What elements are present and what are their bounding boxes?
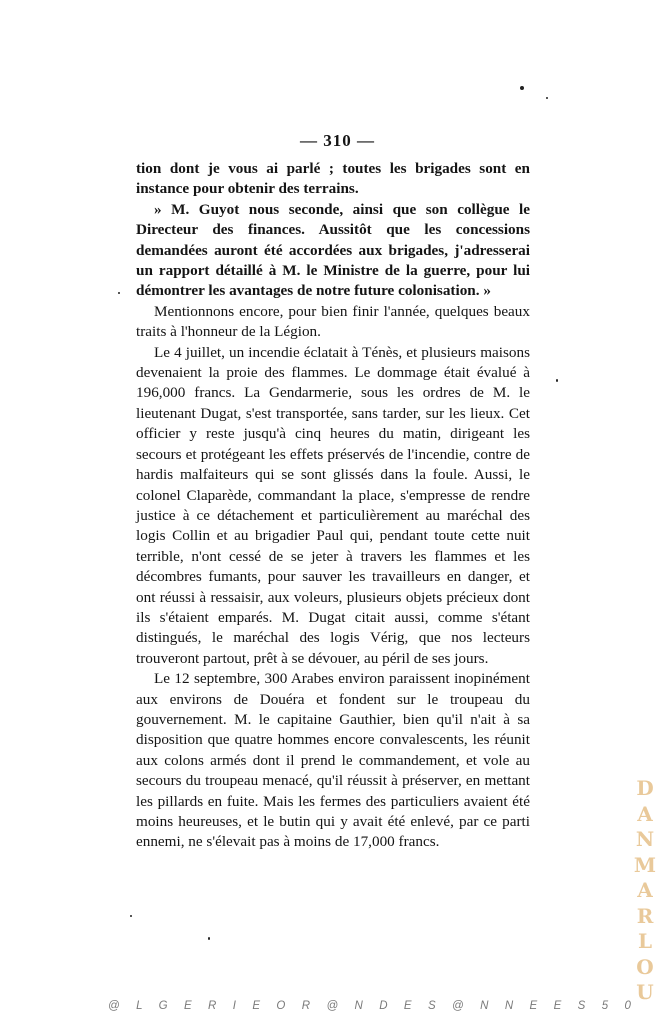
paragraph-quote-guyot: » M. Guyot nous seconde, ainsi que son collègue le Directeur des finances. Aussitôt que les concessions demandées auront été accordées aux brigades, j'adresserai un rapport détaillé à M. le Ministre de la guerre, pour lui démontrer les avantages de notre future colonisation. » (136, 200, 530, 300)
paragraph-incendie-tenes: Le 4 juillet, un incendie éclatait à Ténès, et plusieurs maisons devenaient la proie des flammes. Le dommage était évalué à 196,000 francs. La Gendarmerie, sous les ordres de M. le lieutenant Dugat, s'est transportée, sans tarder, sur les lieux. Cet officier y reste jusqu'à cinq heures du matin, dirigeant les secours et protégeant les effets préservés de l'incendie, contre de hardis malfaiteurs qui se sont glissés dans la foule. Aussi, le colonel Claparède, commandant la place, s'empresse de rendre justice à ce détachement et particulièrement au maréchal des logis Collin et au brigadier Paul qui, pendant toute cette nuit terrible, n'ont cessé de se jeter à travers les flammes et les décombres fumants, pour sauver les travailleurs en danger, et ont réussi à ressaisir, aux voleurs, plusieurs objets précieux dont ils s'étaient emparés. M. Dugat citait aussi, comme s'étant distingués, le maréchal des logis Vérig, que nos lecteurs trouveront partout, prêt à se dévouer, au péril de ses jours. (136, 343, 530, 667)
watermark-letter: U (636, 980, 654, 1004)
scan-speck (208, 937, 210, 940)
watermark-letter: N (635, 827, 655, 851)
watermark-letter: D (636, 776, 654, 800)
danmarlou-watermark (632, 776, 657, 1006)
scan-speck (520, 86, 524, 90)
scan-speck (556, 379, 558, 382)
watermark-letter: R (636, 903, 654, 928)
watermark-letter: A (637, 878, 653, 902)
watermark-letter: A (637, 801, 653, 826)
body-text (136, 159, 530, 853)
scan-speck (130, 915, 132, 917)
footer-collection-title: @ L G E R I E O R @ N D E S @ N N E E S 5 0 (108, 1000, 638, 1012)
watermark-letter: O (636, 954, 654, 979)
watermark-letter: M (633, 852, 657, 877)
paragraph-arabes-douera: Le 12 septembre, 300 Arabes environ paraissent inopinément aux environs de Douéra et fondent sur le troupeau du gouvernement. M. le capitaine Gauthier, bien qu'il n'ait à sa disposition que quatre hommes encore convalescents, les réunit aux colons armés dont il prend le commandement, et vole au secours du troupeau menacé, qu'il réussit à préserver, en mettant les pillards en fuite. Mais les fermes des particuliers avaient été moins heureuses, et le butin qui y avait été enlevé, par ce parti ennemi, ne s'élevait pas à moins de 17,000 francs. (136, 670, 530, 851)
paragraph-continuation: tion dont je vous ai parlé ; toutes les brigades sont en instance pour obtenir des terrains. (136, 160, 530, 198)
page-number: — 310 — (300, 131, 375, 150)
scan-speck (546, 97, 548, 99)
paragraph-mentionnons: Mentionnons encore, pour bien finir l'année, quelques beaux traits à l'honneur de la Légion. (136, 302, 530, 341)
watermark-letter: L (637, 929, 653, 953)
scan-speck (118, 292, 120, 294)
